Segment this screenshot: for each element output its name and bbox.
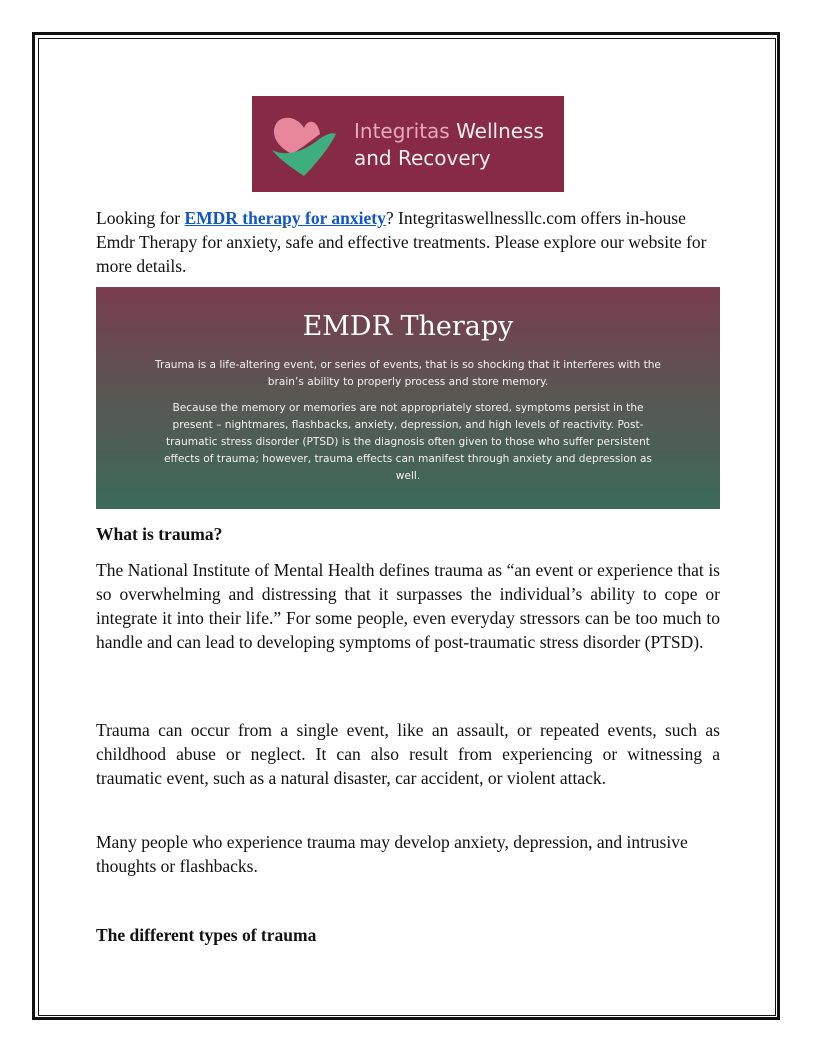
logo-word-integritas: Integritas	[354, 119, 450, 143]
paragraph-trauma-effects: Many people who experience trauma may develop anxiety, depression, and intrusive thoughts or flashbacks.	[96, 832, 688, 876]
banner-paragraph-2: Because the memory or memories are not appropriately stored, symptoms persist in the present – nightmares, flashbacks, anxiety, depression, and high levels of reactivity. Post-traumatic stress disorder (PTSD) is the diagnosis often given to those who suffer persistent effects of trauma; however, trauma effects can manifest through anxiety and depression as well.	[164, 402, 652, 482]
logo-line-and-recovery: and Recovery	[354, 146, 491, 170]
intro-paragraph	[96, 206, 720, 278]
heart-icon	[270, 110, 338, 180]
logo	[252, 96, 564, 192]
intro-text-after: ? Integritaswellnessllc.com offers in-house Emdr Therapy for anxiety, safe and effective treatments. Please explore our website for more details.	[96, 208, 707, 276]
logo-text	[354, 118, 544, 172]
emdr-therapy-link[interactable]: EMDR therapy for anxiety	[184, 208, 386, 228]
heading-what-is-trauma: What is trauma?	[96, 524, 223, 544]
heading-types-of-trauma: The different types of trauma	[96, 925, 317, 945]
banner-paragraph-1: Trauma is a life-altering event, or series of events, that is so shocking that it interferes with the brain’s ability to properly process and store memory.	[155, 359, 661, 388]
emdr-banner-image	[96, 287, 720, 509]
logo-word-wellness: Wellness	[456, 119, 544, 143]
banner-title: EMDR Therapy	[302, 311, 514, 342]
intro-text-before: Looking for	[96, 208, 185, 228]
paragraph-trauma-causes: Trauma can occur from a single event, like an assault, or repeated events, such as childhood abuse or neglect. It can also result from experiencing or witnessing a traumatic event, such as a natural disaster, car accident, or violent attack.	[96, 720, 720, 788]
paragraph-trauma-definition: The National Institute of Mental Health defines trauma as “an event or experience that is so overwhelming and distressing that it surpasses the individual’s ability to cope or integrate it into their life.” For some people, even everyday stressors can be too much to handle and can lead to developing symptoms of post-traumatic stress disorder (PTSD).	[96, 560, 720, 652]
